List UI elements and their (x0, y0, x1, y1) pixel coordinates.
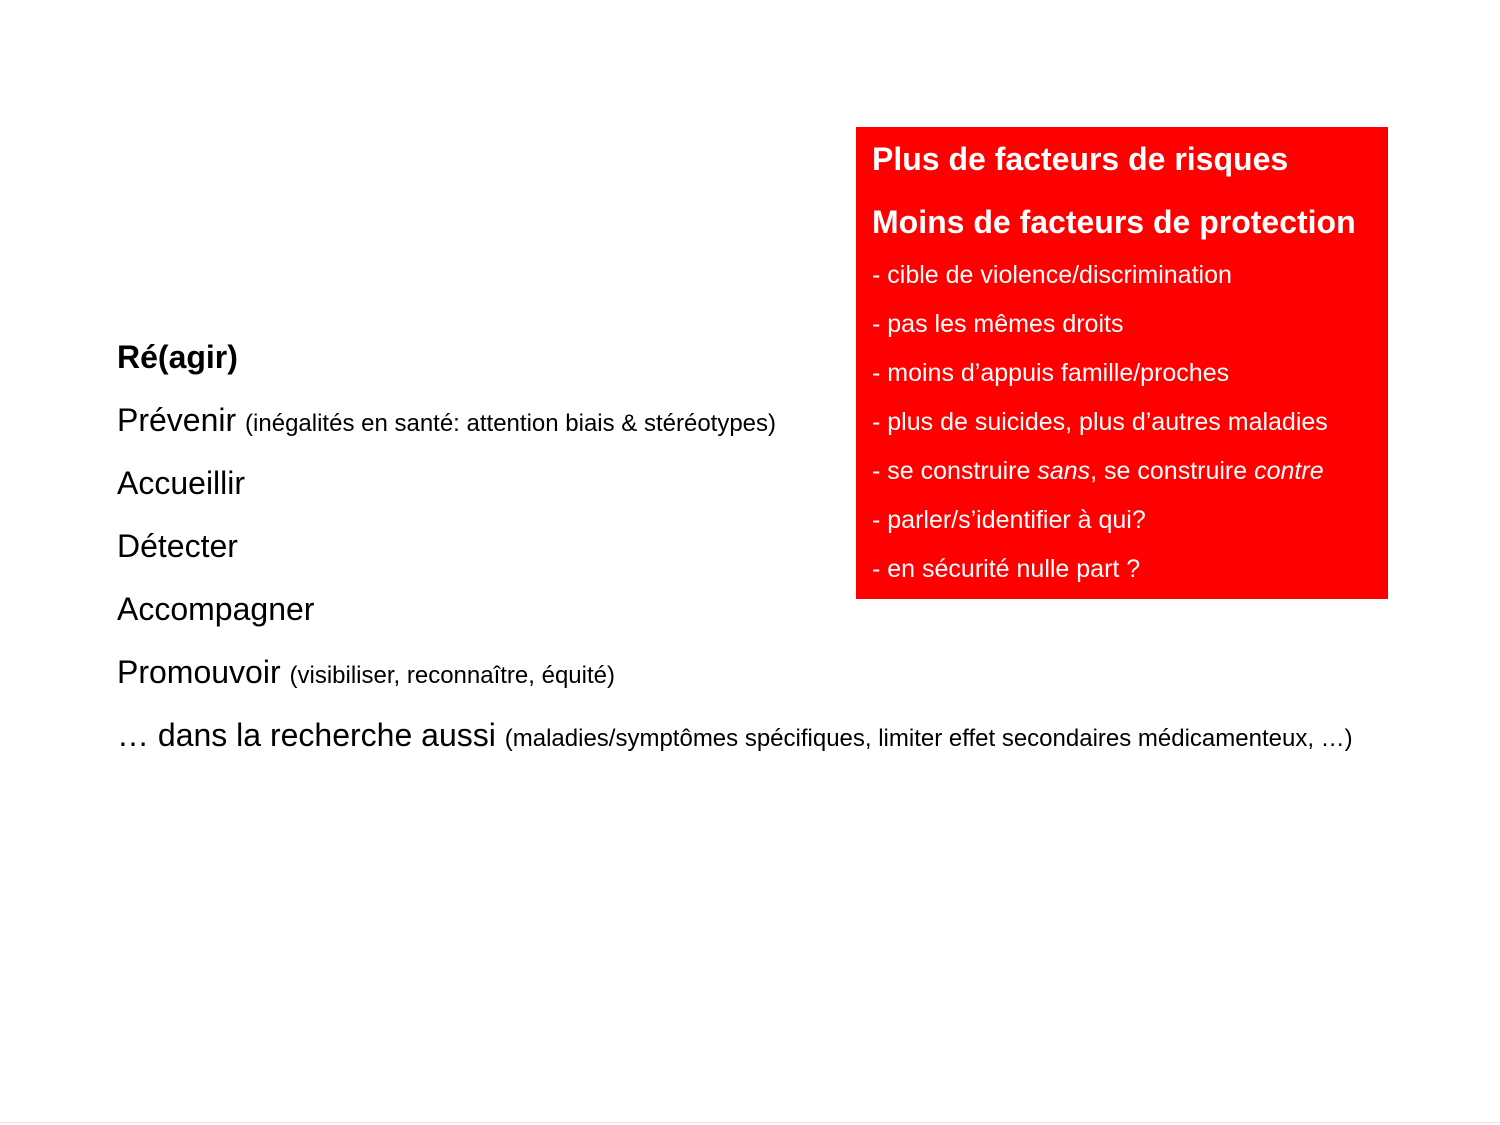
risk-item: - pas les mêmes droits (872, 310, 1124, 338)
action-item-label: Détecter (117, 528, 238, 564)
risk-heading-protection: Moins de facteurs de protection (872, 204, 1356, 240)
action-item-promouvoir (117, 649, 1487, 712)
risk-factors-box (856, 127, 1388, 599)
risk-heading-risks: Plus de facteurs de risques (872, 141, 1289, 177)
risk-item-text: - se construire (872, 457, 1038, 485)
action-item-note: (visibiliser, reconnaître, équité) (289, 662, 615, 689)
risk-item-emphasis: contre (1254, 457, 1324, 485)
action-title-text: Ré(agir) (117, 339, 238, 375)
slide-bottom-divider (0, 1122, 1500, 1123)
risk-item: - parler/s’identifier à qui? (872, 506, 1146, 534)
risk-item-text: , se construire (1090, 457, 1255, 485)
action-item-label: Promouvoir (117, 654, 281, 690)
risk-item: - cible de violence/discrimination (872, 261, 1232, 289)
action-item-note: (maladies/symptômes spécifiques, limiter effet secondaires médicamenteux, …) (504, 725, 1353, 752)
action-item-label: Accueillir (117, 465, 246, 501)
action-item-label: Accompagner (117, 591, 315, 627)
risk-item-list (872, 257, 1388, 600)
risk-item: - en sécurité nulle part ? (872, 555, 1141, 583)
risk-item: - plus de suicides, plus d’autres maladies (872, 408, 1328, 436)
risk-item-emphasis: sans (1037, 457, 1091, 485)
action-item-note: (inégalités en santé: attention biais & stéréotypes) (245, 410, 777, 437)
risk-item-construire (872, 453, 1388, 502)
action-item-recherche (117, 712, 1487, 775)
risk-item: - moins d’appuis famille/proches (872, 359, 1230, 387)
action-item-label: Prévenir (117, 402, 237, 438)
action-item-label: … dans la recherche aussi (117, 717, 496, 753)
